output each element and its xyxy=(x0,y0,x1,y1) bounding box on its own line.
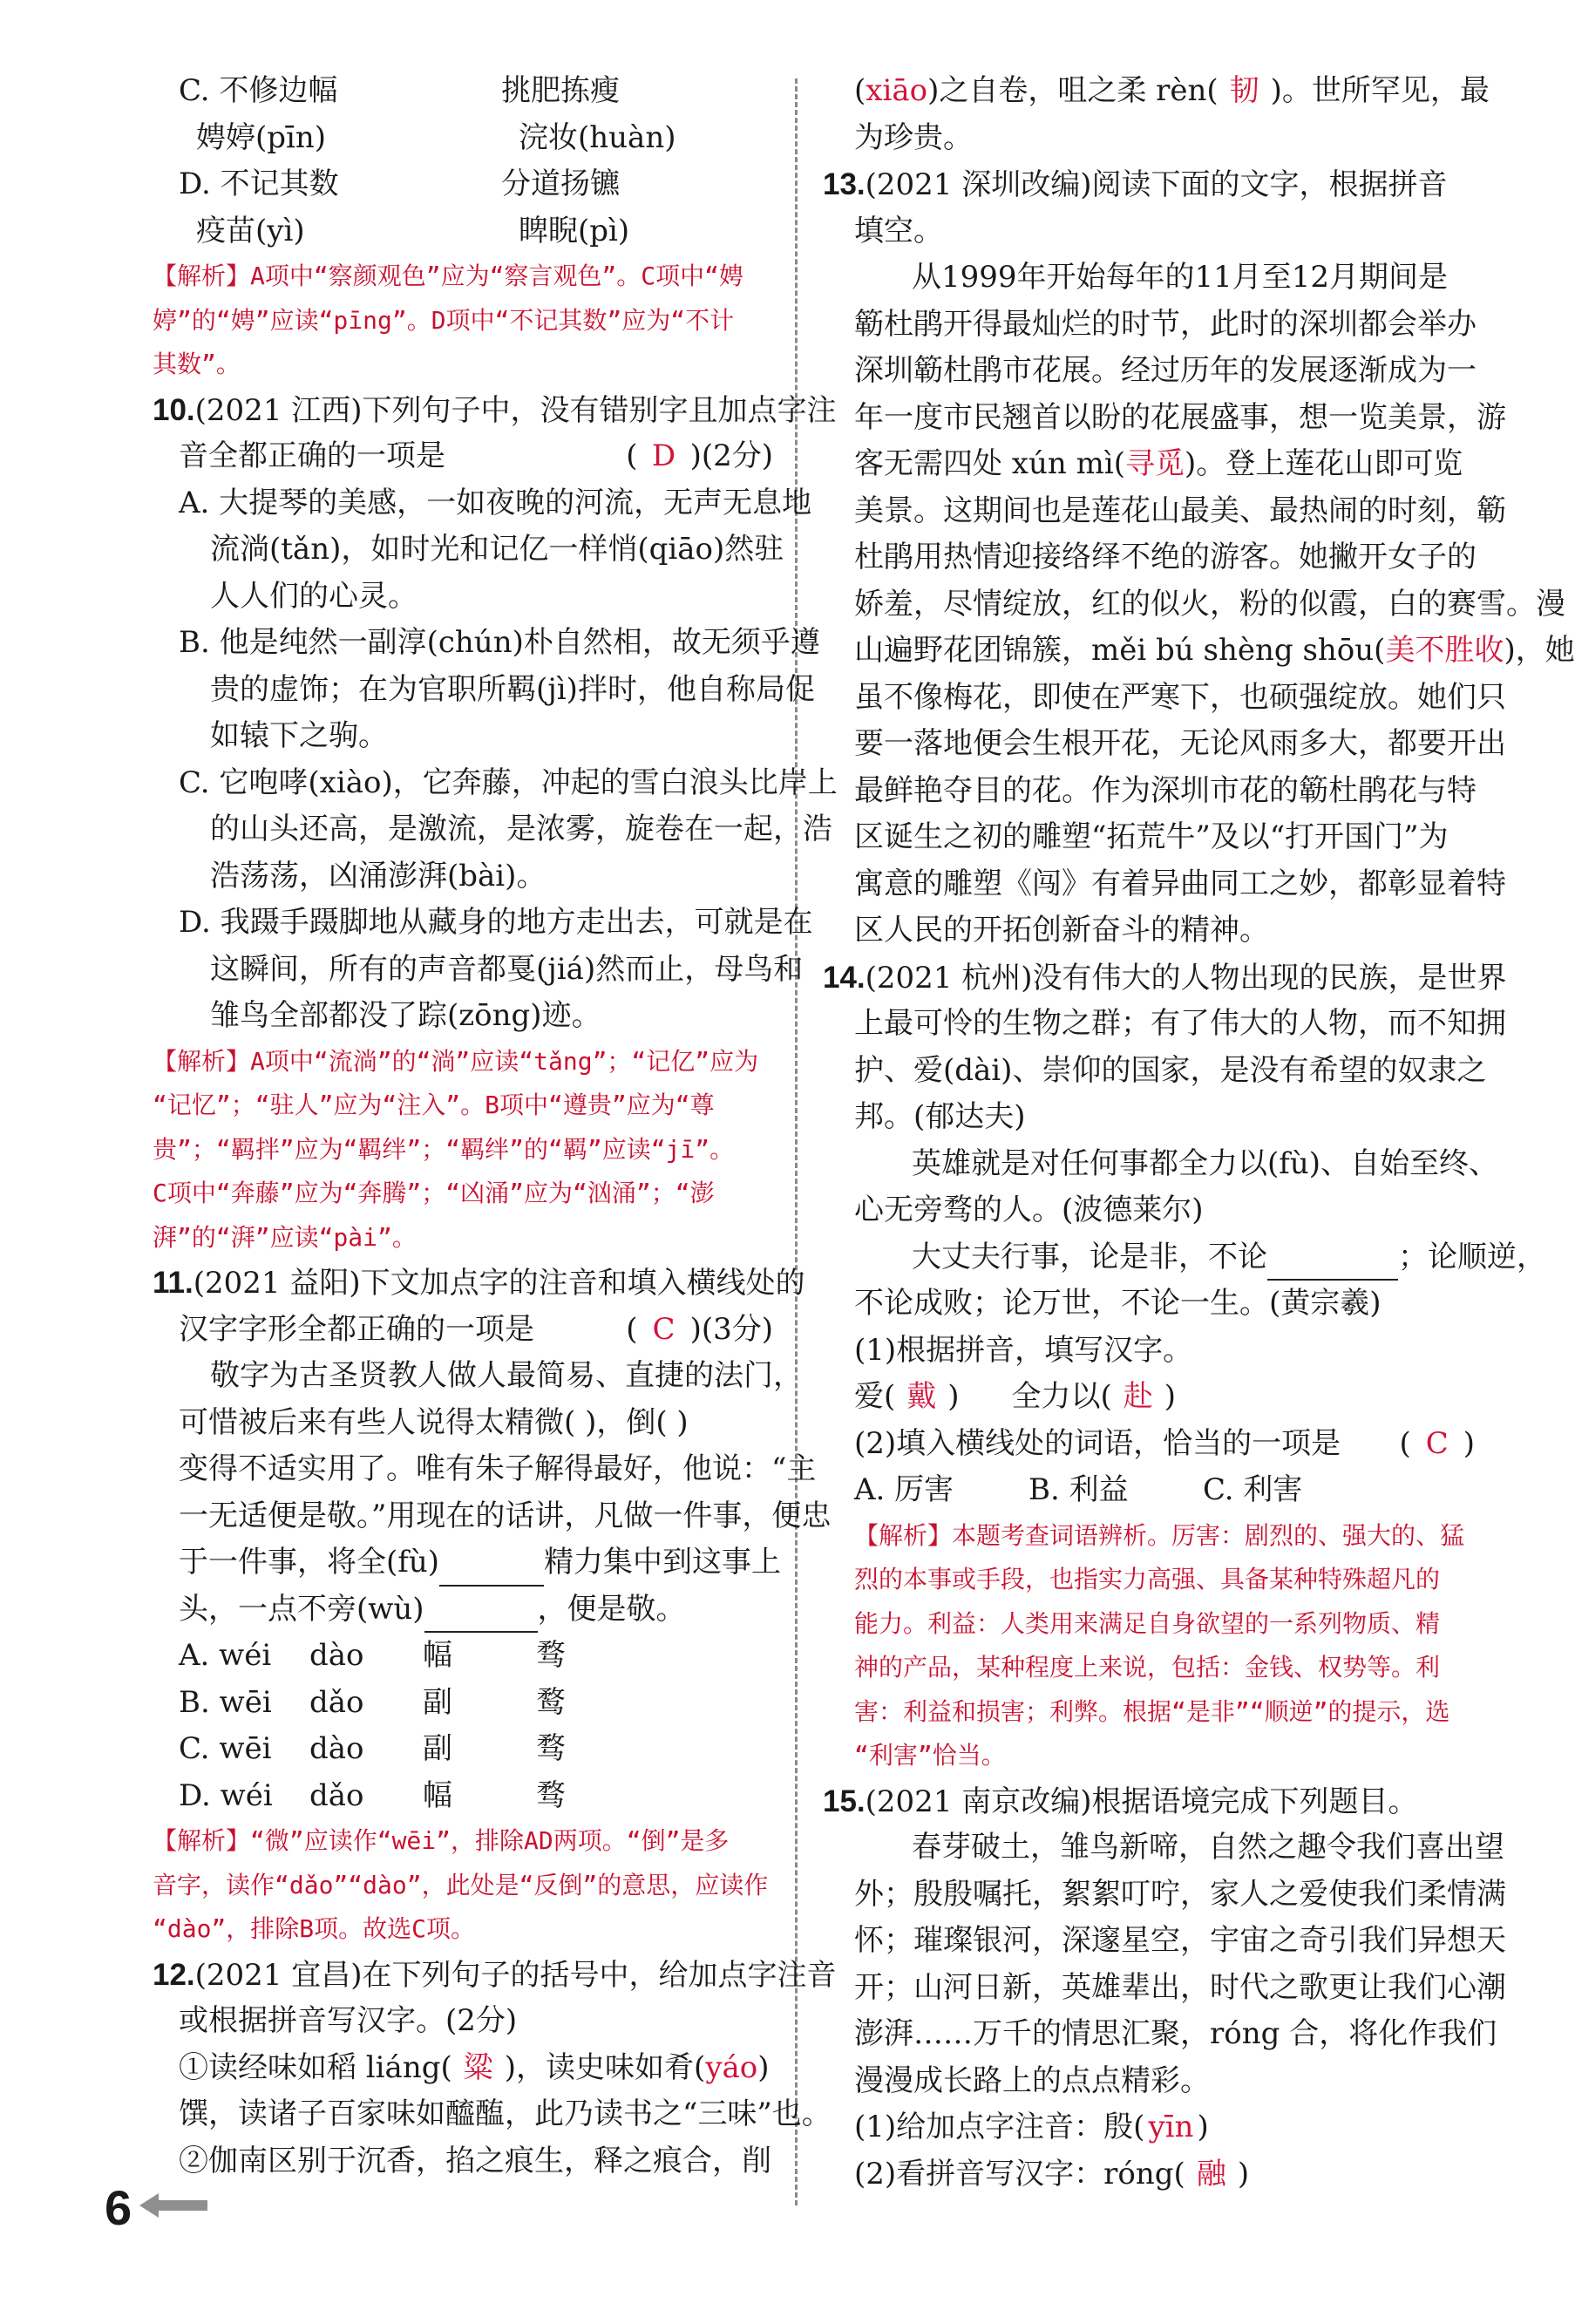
q13-passage-line: 区人民的开拓创新奋斗的精神。 xyxy=(854,913,1269,948)
q11-option: B. wēi dǎo 副 鹜 xyxy=(179,1684,566,1720)
q13-passage-line: 最鲜艳夺目的花。作为深圳市花的簕杜鹃花与特 xyxy=(854,772,1477,808)
explanation-line: 烈的本事或手段，也指实力高强、具备某种特殊超凡的 xyxy=(854,1565,1441,1594)
explanation-line: 能力。利益：人类用来满足自身欲望的一系列物质、精 xyxy=(854,1608,1441,1638)
q12-stem-2: 或根据拼音写汉字。(2分) xyxy=(179,2003,518,2038)
q11-answer: C xyxy=(652,1311,675,1347)
q11-passage-line: 于一件事，将全(fù) 精力集中到这事上 xyxy=(153,1539,773,1587)
q13-passage-line: 区诞生之初的雕塑“拓荒牛”及以“打开国门”为 xyxy=(854,819,1449,854)
q10-stem-2: 音全都正确的一项是 ( D )(2分) xyxy=(153,433,773,480)
q10-line: 这瞬间，所有的声音都戛(jiá)然而止，母鸟和 xyxy=(210,951,804,987)
q11-passage-line: 头，一点不旁(wù) ，便是敬。 xyxy=(153,1587,773,1634)
q13-passage-line: 深圳簕杜鹃市花展。经过历年的发展逐渐成为一 xyxy=(854,353,1477,388)
q11-passage-line: 变得不适实用了。唯有朱子解得最好，他说：“主 xyxy=(179,1451,817,1486)
q11-passage-line: 一无适便是敬。”用现在的话讲，凡做一件事，便忠 xyxy=(179,1498,832,1533)
q13-passage-line: 美景。这期间也是莲花山最美、最热闹的时刻，簕 xyxy=(854,493,1506,528)
q10-line: 浩荡荡，凶涌澎湃(bài)。 xyxy=(210,858,546,894)
explanation-line: 【解析】A项中“察颜观色”应为“察言观色”。C项中“娉 xyxy=(153,262,744,290)
fill-blank[interactable] xyxy=(424,1600,538,1633)
q11-stem: 11.(2021 益阳)下文加点字的注音和填入横线处的 xyxy=(153,1266,805,1301)
q11-passage-line: 可惜被后来有些人说得太精微( )，倒( ) xyxy=(179,1404,689,1440)
fill-blank[interactable] xyxy=(439,1553,544,1587)
q10-line: A. 大提琴的美感，一如夜晚的河流，无声无息地 xyxy=(179,485,812,520)
q13-passage-line: 杜鹃用热情迎接络绎不绝的游客。她撇开女子的 xyxy=(854,540,1477,574)
explanation-line: 【解析】本题考查词语辨析。厉害：剧烈的、强大的、猛 xyxy=(854,1520,1465,1550)
q12-answer-4: 韧 xyxy=(1229,73,1259,108)
q15-passage-line: 漫漫成长路上的点点精彩。 xyxy=(854,2062,1210,2098)
q14-answer-3: C xyxy=(1425,1425,1449,1461)
q12-line: 馔，读诸子百家味如醯醢，此乃读书之“三味”也。 xyxy=(179,2096,832,2131)
option-d: D. 不记其数 分道扬镳 xyxy=(179,166,620,201)
q13-passage-line: 要一落地便会生根开花，无论风雨多大，都要开出 xyxy=(854,726,1506,761)
q12-line: ①读经味如稻 liáng( 粱 )，读史味如肴(yáo) xyxy=(153,2045,773,2092)
q13-stem-2: 填空。 xyxy=(854,213,943,248)
q15-passage-line: 澎湃……万千的情思汇聚，róng 合，将化作我们 xyxy=(854,2016,1497,2051)
q14-answer-2: 赴 xyxy=(1123,1379,1153,1414)
q15-sub2: (2)看拼音写汉字：róng( 融 ) xyxy=(854,2151,1475,2198)
explanation-line: “利害”恰当。 xyxy=(854,1741,1006,1770)
q10-line: 的山头还高，是激流，是浓雾，旋卷在一起，浩 xyxy=(210,812,832,846)
q15-answer-2: 融 xyxy=(1196,2156,1226,2191)
q13-answer-1: 寻觅 xyxy=(1124,446,1185,481)
q12-answer-3: xiāo xyxy=(866,73,928,108)
q12-line: ②伽南区别于沉香，掐之痕生，释之痕合，削 xyxy=(179,2143,771,2178)
q14-line: 上最可怜的生物之群；有了伟大的人物，而不知拥 xyxy=(854,1006,1506,1041)
q14-line: 心无旁骛的人。(波德莱尔) xyxy=(854,1193,1204,1227)
q10-line: C. 它咆哮(xiào)，它奔藤，冲起的雪白浪头比岸上 xyxy=(179,764,838,800)
q12-stem: 12.(2021 宜昌)在下列句子的括号中，给加点字注音 xyxy=(153,1957,837,1993)
q14-options: A. 厉害 B. 利益 C. 利害 xyxy=(854,1472,1303,1507)
left-column xyxy=(153,68,838,2185)
option-c: C. 不修边幅 挑肥拣瘦 xyxy=(179,73,620,108)
explanation-line: 贵”；“羁拌”应为“羁绊”；“羁绊”的“羁”应读“jī”。 xyxy=(153,1134,735,1164)
q10-line: 流淌(tǎn)，如时光和记亿一样悄(qiāo)然驻 xyxy=(210,532,784,567)
q10-line: 雏鸟全部都没了踪(zōng)迹。 xyxy=(210,998,601,1033)
q13-passage-line: 从1999年开始每年的11月至12月期间是 xyxy=(912,260,1449,295)
q14-line: 大丈夫行事，论是非，不论 ；论顺逆， xyxy=(854,1234,1475,1281)
q15-stem: 15.(2021 南京改编)根据语境完成下列题目。 xyxy=(823,1784,1418,1819)
q13-passage-line: 簕杜鹃开得最灿烂的时节，此时的深圳都会举办 xyxy=(854,306,1477,342)
q14-line: 不论成败；论万世，不论一生。(黄宗羲) xyxy=(854,1286,1382,1321)
page-number: 6 xyxy=(105,2180,132,2235)
q10-line: D. 我蹑手蹑脚地从藏身的地方走出去，可就是在 xyxy=(179,905,813,940)
option-c-2: 娉婷(pīn) 浣妆(huàn) xyxy=(196,119,676,155)
q13-answer-2: 美不胜收 xyxy=(1385,633,1504,668)
q13-passage-line: 客无需四处 xún mì(寻觅)。登上莲花山即可览 xyxy=(854,441,1475,488)
q14-fill-line: 爱( 戴 ) 全力以( 赴 ) xyxy=(854,1374,1475,1421)
explanation-line: 湃”的“湃”应读“pài”。 xyxy=(153,1222,417,1252)
explanation-line: “记忆”；“驻人”应为“注入”。B项中“遵贵”应为“尊 xyxy=(153,1091,715,1119)
explanation-line: 害：利益和损害；利弊。根据“是非”“顺逆”的提示，选 xyxy=(854,1696,1450,1726)
q15-passage-line: 开；山河日新，英雄辈出，时代之歌更让我们心潮 xyxy=(854,1969,1506,2005)
q13-passage-line: 年一度市民翘首以盼的花展盛事，想一览美景，游 xyxy=(854,399,1506,435)
q12-answer-1: 粱 xyxy=(463,2049,493,2085)
q11-option: D. wéi dǎo 幅 骛 xyxy=(179,1777,566,1813)
q13-passage-line: 娇羞，尽情绽放，红的似火，粉的似霞，白的赛雪。漫 xyxy=(854,586,1565,622)
explanation-line: 神的产品，某种程度上来说，包括：金钱、权势等。利 xyxy=(854,1653,1441,1682)
q14-line: 邦。(郁达夫) xyxy=(854,1099,1026,1134)
q15-answer-1: yīn xyxy=(1148,2110,1194,2144)
q15-sub1: (1)给加点字注音：殷( yīn ) xyxy=(854,2104,1475,2151)
explanation-line: 婷”的“娉”应读“pīng”。D项中“不记其数”应为“不计 xyxy=(153,305,735,335)
q13-passage-line: 虽不像梅花，即使在严寒下，也硕强绽放。她们只 xyxy=(854,679,1506,715)
q11-stem-2: 汉字字形全都正确的一项是 ( C )(3分) xyxy=(153,1307,773,1354)
q10-answer: D xyxy=(651,438,676,473)
q14-line: 护、爱(dài)、崇仰的国家，是没有希望的奴隶之 xyxy=(854,1052,1487,1088)
q14-stem: 14.(2021 杭州)没有伟大的人物出现的民族，是世界 xyxy=(823,960,1507,996)
fill-blank[interactable] xyxy=(1267,1247,1398,1281)
q14-line: 英雄就是对任何事都全力以(fù)、自始至终、 xyxy=(912,1145,1499,1181)
q13-passage-line: 山遍野花团锦簇，měi bú shèng shōu(美不胜收)，她 xyxy=(854,628,1475,675)
q10-stem: 10.(2021 江西)下列句子中，没有错别字且加点字注 xyxy=(153,392,837,428)
q10-line: 人人们的心灵。 xyxy=(210,578,418,614)
option-d-2: 疫苗(yì) 睥睨(pì) xyxy=(196,213,630,248)
explanation-line: 【解析】“微”应读作“wēi”，排除AD两项。“倒”是多 xyxy=(153,1826,730,1855)
q14-sub1: (1)根据拼音，填写汉字。 xyxy=(854,1332,1193,1368)
q10-line: B. 他是纯然一副淳(chún)朴自然相，故无须乎遵 xyxy=(179,625,820,660)
explanation-line: 【解析】A项中“流淌”的“淌”应读“tǎng”；“记亿”应为 xyxy=(153,1046,759,1076)
q12-answer-2: yáo xyxy=(705,2049,758,2085)
q10-line: 如辕下之驹。 xyxy=(210,718,388,753)
q11-passage-line: 敬字为古圣贤教人做人最简易、直捷的法门， xyxy=(210,1358,803,1393)
q13-passage-line: 寓意的雕塑《闯》有着异曲同工之妙，都彰显着特 xyxy=(854,866,1506,901)
explanation-line: 其数”。 xyxy=(153,350,241,378)
q13-stem: 13.(2021 深圳改编)阅读下面的文字，根据拼音 xyxy=(823,167,1448,202)
q14-answer-1: 戴 xyxy=(906,1379,937,1414)
arrow-left-icon xyxy=(139,2191,209,2219)
explanation-line: 音字，读作“dǎo”“dào”，此处是“反倒”的意思，应读作 xyxy=(153,1870,769,1899)
q15-passage-line: 外；殷殷嘱托，絮絮叮咛，家人之爱使我们柔情满 xyxy=(854,1876,1506,1912)
q11-option: A. wéi dào 幅 骛 xyxy=(179,1638,566,1673)
q14-sub2: (2)填入横线处的词语，恰当的一项是 ( C ) xyxy=(854,1421,1475,1468)
q12-cont-line: (xiāo)之自卷，咀之柔 rèn( 韧 )。世所罕见，最 xyxy=(854,68,1475,115)
q10-line: 贵的虚饰；在为官职所羁(jì)拌时，他自称局促 xyxy=(210,671,815,707)
q15-passage-line: 春芽破土，雏鸟新啼，自然之趣令我们喜出望 xyxy=(912,1830,1504,1865)
q12-cont-line: 为珍贵。 xyxy=(854,119,973,155)
explanation-line: “dào”，排除B项。故选C项。 xyxy=(153,1914,476,1943)
q11-option: C. wēi dào 副 骛 xyxy=(179,1731,566,1766)
q15-passage-line: 怀；璀璨银河，深邃星空，宇宙之奇引我们异想天 xyxy=(854,1923,1506,1958)
right-column xyxy=(823,68,1575,2198)
explanation-line: C项中“奔藤”应为“奔腾”；“凶涌”应为“汹涌”；“澎 xyxy=(153,1179,715,1207)
